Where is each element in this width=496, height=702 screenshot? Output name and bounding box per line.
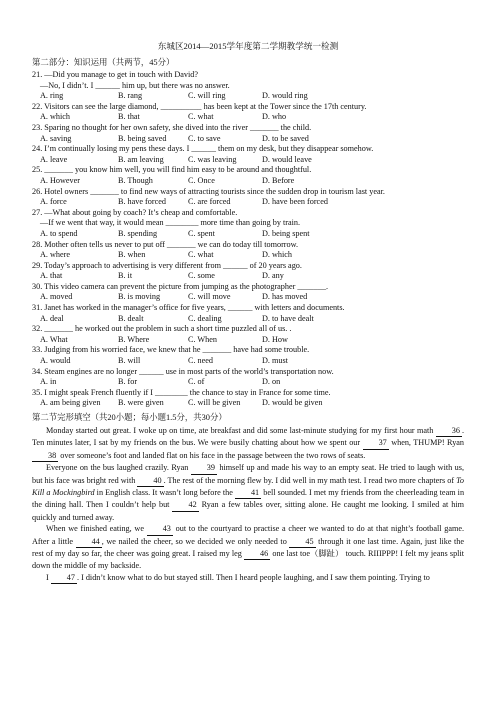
- answer-option[interactable]: D. Before: [262, 175, 295, 185]
- question-stem-line2: —If we went that way, it would mean ________ more time than going by train.: [40, 218, 301, 228]
- answer-option[interactable]: C. what: [188, 112, 214, 122]
- answer-option[interactable]: A. saving: [40, 133, 72, 143]
- blank-number: 43: [147, 523, 173, 535]
- book-title: To Kill a Mockingbird: [32, 475, 465, 498]
- answer-option[interactable]: A. where: [40, 250, 71, 260]
- answer-option[interactable]: C. dealing: [188, 313, 222, 323]
- answer-option[interactable]: A. would: [40, 356, 71, 366]
- question-stem-line2: —No, I didn’t. I ______ him up, but there was no answer.: [40, 80, 230, 90]
- answer-option[interactable]: B. for: [118, 377, 138, 387]
- answer-option[interactable]: D. any: [262, 271, 284, 281]
- blank-number: 37: [363, 437, 389, 449]
- answer-option[interactable]: B. spending: [118, 228, 158, 238]
- answer-option[interactable]: C. of: [188, 377, 205, 387]
- blank-number: 45: [289, 536, 315, 548]
- answer-option[interactable]: C. what: [188, 250, 214, 260]
- answer-options: [32, 271, 464, 282]
- answer-options: [32, 292, 464, 303]
- question-stem: 22. Visitors can see the large diamond, __________ has been kept at the Tower since the 17th century.: [32, 101, 367, 111]
- answer-option[interactable]: D. has moved: [262, 292, 308, 302]
- answer-options: [32, 155, 464, 166]
- answer-option[interactable]: C. was leaving: [188, 154, 237, 164]
- answer-option[interactable]: C. spent: [188, 228, 215, 238]
- blank-number: 39: [191, 462, 217, 474]
- answer-option[interactable]: B. have forced: [118, 197, 166, 207]
- answer-option[interactable]: A. leave: [40, 154, 68, 164]
- answer-option[interactable]: B. being saved: [118, 133, 167, 143]
- page-title: 东城区2014—2015学年度第二学期教学统一检测: [157, 41, 339, 51]
- answer-options: [32, 197, 464, 208]
- answer-option[interactable]: C. some: [188, 271, 215, 281]
- question-stem: 30. This video camera can prevent the picture from jumping as the photographer _______.: [32, 281, 329, 291]
- cloze-paragraph: When we finished eating, we 43 out to the courtyard to practise a cheer we wanted to do at that night’s football game. After a little 44 , we nailed the cheer, so we decided we only needed to 45 through it one last time. Again, just like the rest of my day so far, the cheer was going great. I raised my leg 46 one last toe（脚趾） touch. RIIIPPP! I felt my jeans split down the middle of my backside.: [32, 524, 465, 571]
- answer-options: [32, 229, 464, 240]
- question-stem: 34. Steam engines are no longer ______ use in most parts of the world’s transportation now.: [32, 366, 334, 376]
- answer-option[interactable]: A. ring: [40, 91, 64, 101]
- answer-option[interactable]: A. What: [40, 334, 68, 344]
- answer-options: [32, 398, 464, 409]
- answer-option[interactable]: D. would be given: [262, 398, 323, 408]
- answer-option[interactable]: C. Once: [188, 175, 215, 185]
- question-stem: 27. —What about going by coach? It’s cheap and comfortable.: [32, 207, 238, 217]
- answer-option[interactable]: C. When: [188, 334, 217, 344]
- answer-options: [32, 250, 464, 261]
- blank-number: 46: [244, 548, 270, 560]
- answer-option[interactable]: D. have been forced: [262, 197, 328, 207]
- answer-option[interactable]: A. force: [40, 197, 67, 207]
- answer-option[interactable]: C. to save: [188, 133, 221, 143]
- answer-option[interactable]: C. need: [188, 356, 214, 366]
- blank-number: 41: [235, 487, 261, 499]
- answer-options: [32, 112, 464, 123]
- blank-number: 36: [436, 425, 462, 437]
- answer-options: [32, 356, 464, 367]
- answer-option[interactable]: C. will move: [188, 292, 231, 302]
- answer-option[interactable]: A. which: [40, 112, 71, 122]
- answer-option[interactable]: B. rang: [118, 91, 143, 101]
- answer-option[interactable]: D. on: [262, 377, 281, 387]
- blank-number: 44: [76, 536, 102, 548]
- answer-options: [32, 176, 464, 187]
- question-stem: 33. Judging from his worried face, we knew that he _______ have had some trouble.: [32, 345, 310, 355]
- answer-option[interactable]: D. being spent: [262, 228, 310, 238]
- answer-option[interactable]: A. in: [40, 377, 57, 387]
- blank-number: 42: [172, 499, 198, 511]
- answer-option[interactable]: B. is moving: [118, 292, 161, 302]
- question-list: [32, 70, 464, 409]
- answer-option[interactable]: D. to be saved: [262, 133, 309, 143]
- blank-number: 40: [137, 475, 163, 487]
- answer-options: [32, 134, 464, 145]
- answer-option[interactable]: D. who: [262, 112, 287, 122]
- blank-number: 47: [51, 572, 77, 584]
- question-stem: 32. _______ he worked out the problem in such a short time puzzled all of us. .: [32, 324, 292, 334]
- answer-option[interactable]: A. that: [40, 271, 63, 281]
- answer-option[interactable]: B. when: [118, 250, 146, 260]
- question-stem: 21. —Did you manage to get in touch with David?: [32, 70, 198, 79]
- answer-option[interactable]: D. How: [262, 334, 288, 344]
- section-heading: 第二部分：知识运用（共两节，45分）: [32, 58, 175, 67]
- question-stem: 31. Janet has worked in the manager’s office for five years, ______ with letters and documents.: [32, 303, 345, 313]
- cloze-paragraph: Everyone on the bus laughed crazily. Ryan 39 himself up and made his way to an empty seat. He tried to laugh with us, but his face was bright red with 40 . The rest of the morning flew by. I did well in my math test. I read two more chapters of To Kill a Mockingbird in English class. It wasn’t long before the 41 bell sounded. I met my friends from the cheerleading team in the dining hall. Then I couldn’t help but 42 Ryan a few tables over, sitting alone. He caught me looking. I smiled at him quickly and turned away.: [32, 463, 465, 522]
- answer-option[interactable]: A. am being given: [40, 398, 101, 408]
- answer-option[interactable]: D. which: [262, 250, 293, 260]
- answer-option[interactable]: A. deal: [40, 313, 64, 323]
- answer-option[interactable]: B. it: [118, 271, 133, 281]
- answer-option[interactable]: A. moved: [40, 292, 73, 302]
- cloze-paragraph: I 47 . I didn’t know what to do but stayed still. Then I heard people laughing, and I saw them pointing. Trying to: [32, 572, 464, 584]
- question-stem: 28. Mother often tells us never to put off _______ we can do today till tomorrow.: [32, 239, 299, 249]
- answer-option[interactable]: B. dealt: [118, 313, 144, 323]
- answer-option[interactable]: B. that: [118, 112, 140, 122]
- question-stem: 24. I’m continually losing my pens these days. I ______ them on my desk, but they disappear somehow.: [32, 144, 374, 154]
- answer-option[interactable]: B. Where: [118, 334, 150, 344]
- answer-option[interactable]: C. are forced: [188, 197, 231, 207]
- answer-option[interactable]: A. However: [40, 175, 81, 185]
- answer-options: [32, 335, 464, 346]
- question-stem: 26. Hotel owners _______ to find new ways of attracting tourists since the sudden drop in tourism last year.: [32, 186, 385, 196]
- answer-options: [32, 91, 464, 102]
- answer-option[interactable]: D. would leave: [262, 154, 312, 164]
- cloze-heading: 第二节完形填空（共20小题；每小题1.5分，共30分）: [32, 413, 227, 422]
- question-stem: 23. Sparing no thought for her own safety, she dived into the river _______ the child.: [32, 122, 312, 132]
- cloze-paragraph: Monday started out great. I woke up on time, ate breakfast and did some last-minute studying for my first hour math 36 . Ten minutes later, I sat by my friends on the bus. We were busily chatting about how we spent our 37 when, THUMP! Ryan 38 over someone’s foot and landed flat on his face in the passage between the two rows of seats.: [32, 425, 464, 462]
- question-stem: 25. _______ you know him well, you will find him easy to be around and thoughtful.: [32, 165, 312, 175]
- answer-options: [32, 377, 464, 388]
- answer-option[interactable]: B. were given: [118, 398, 164, 408]
- answer-option[interactable]: C. will be given: [188, 398, 241, 408]
- answer-options: [32, 314, 464, 325]
- answer-option[interactable]: D. must: [262, 356, 288, 366]
- question-stem: 29. Today’s approach to advertising is very different from ______ of 20 years ago.: [32, 260, 302, 270]
- answer-option[interactable]: D. would ring: [262, 91, 308, 101]
- answer-option[interactable]: B. am leaving: [118, 154, 164, 164]
- answer-option[interactable]: B. Though: [118, 175, 153, 185]
- answer-option[interactable]: C. will ring: [188, 91, 226, 101]
- answer-option[interactable]: A. to spend: [40, 228, 78, 238]
- answer-option[interactable]: D. to have dealt: [262, 313, 314, 323]
- answer-option[interactable]: B. will: [118, 356, 141, 366]
- blank-number: 38: [32, 450, 58, 462]
- question-stem: 35. I might speak French fluently if I ________ the chance to stay in France for some time.: [32, 387, 331, 397]
